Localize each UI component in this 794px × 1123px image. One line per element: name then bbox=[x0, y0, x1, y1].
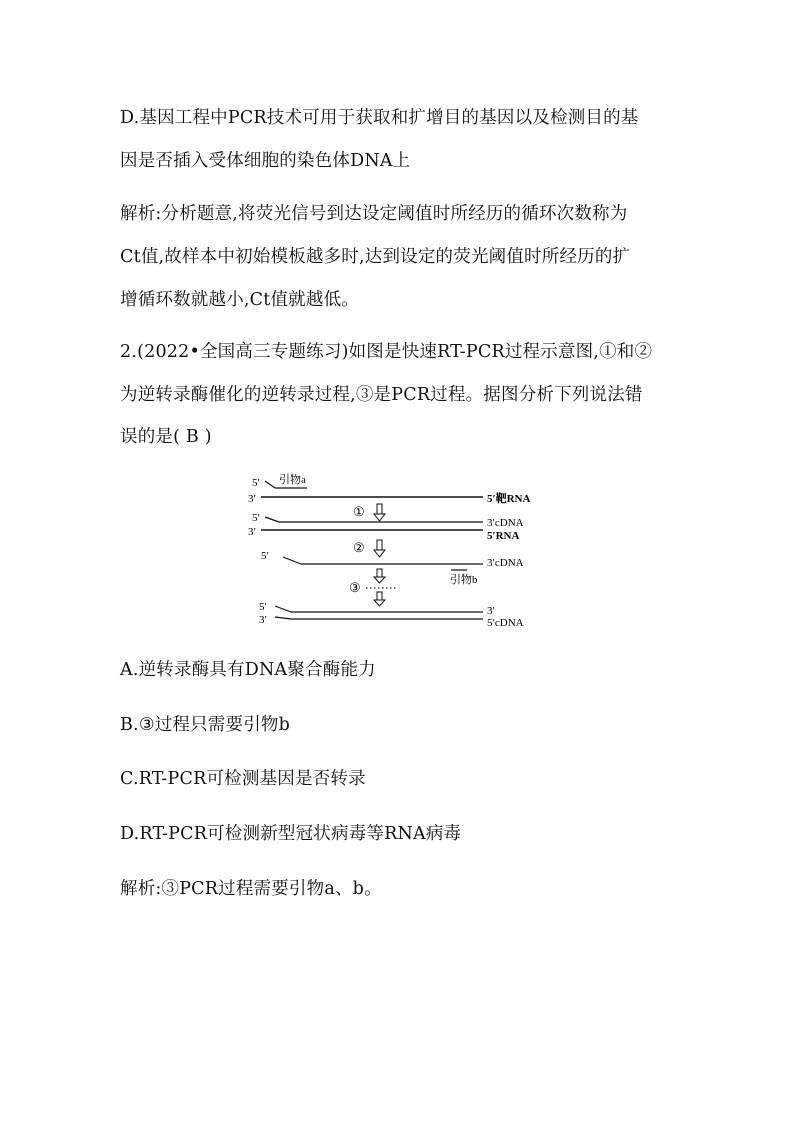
analysis-prev-line1: 解析:分析题意,将荧光信号到达设定阈值时所经历的循环次数称为 bbox=[120, 204, 628, 224]
label-5-row2: 5′ bbox=[252, 512, 260, 524]
target-rna-label: 5′靶RNA bbox=[487, 493, 531, 505]
cdna2-tail bbox=[283, 557, 301, 564]
step1-marker: ① bbox=[353, 504, 365, 519]
label-3-row2: 3′ bbox=[248, 526, 256, 538]
step2-marker: ② bbox=[353, 540, 365, 555]
rt-pcr-diagram-svg bbox=[245, 466, 555, 636]
cdna1-label: 3′cDNA bbox=[487, 517, 524, 529]
question2-analysis: 解析:③PCR过程需要引物a、b。 bbox=[120, 879, 382, 899]
primer-a-label: 引物a bbox=[279, 474, 306, 486]
option-a: A.逆转录酶具有DNA聚合酶能力 bbox=[120, 660, 376, 680]
label-5-row4: 5′ bbox=[259, 601, 267, 613]
final-bottom-tail bbox=[275, 617, 291, 619]
final-top-tail bbox=[275, 606, 291, 612]
final-top-label: 3′ bbox=[487, 605, 495, 617]
primer-a-tail bbox=[265, 481, 275, 488]
option-d-prev-line2: 因是否插入受体细胞的染色体DNA上 bbox=[120, 151, 411, 171]
step1-arrow-icon bbox=[374, 504, 385, 521]
step3-arrow-bottom-icon bbox=[374, 592, 385, 606]
option-c: C.RT-PCR可检测基因是否转录 bbox=[120, 769, 366, 789]
label-3-row1: 3′ bbox=[248, 493, 256, 505]
question2-stem-line2: 为逆转录酶催化的逆转录过程,③是PCR过程。据图分析下列说法错 bbox=[120, 385, 643, 405]
primer-b-label: 引物b bbox=[450, 574, 478, 586]
question2-stem-line3: 误的是( B ) bbox=[120, 427, 212, 447]
rt-pcr-diagram bbox=[245, 466, 555, 636]
option-d: D.RT-PCR可检测新型冠状病毒等RNA病毒 bbox=[120, 824, 462, 844]
analysis-prev-line2: Ct值,故样本中初始模板越多时,达到设定的荧光阈值时所经历的扩 bbox=[120, 247, 631, 267]
step3-marker: ③ bbox=[349, 580, 361, 595]
final-bottom-label: 5′cDNA bbox=[487, 617, 524, 629]
label-5-row3: 5′ bbox=[261, 550, 269, 562]
option-d-prev-line1: D.基因工程中PCR技术可用于获取和扩增目的基因以及检测目的基 bbox=[120, 108, 639, 128]
step3-arrow-top-icon bbox=[374, 569, 385, 583]
cdna2-label: 3′cDNA bbox=[487, 557, 524, 569]
label-5-row1: 5′ bbox=[252, 477, 260, 489]
cdna1-tail bbox=[265, 517, 279, 522]
step2-arrow-icon bbox=[374, 540, 385, 557]
option-b: B.③过程只需要引物b bbox=[120, 715, 291, 735]
label-3-row4: 3′ bbox=[259, 614, 267, 626]
analysis-prev-line3: 增循环数就越小,Ct值就越低。 bbox=[120, 290, 359, 310]
rna-label: 5′RNA bbox=[487, 530, 520, 542]
question2-stem-line1: 2.(2022•全国高三专题练习)如图是快速RT-PCR过程示意图,①和② bbox=[120, 342, 653, 362]
